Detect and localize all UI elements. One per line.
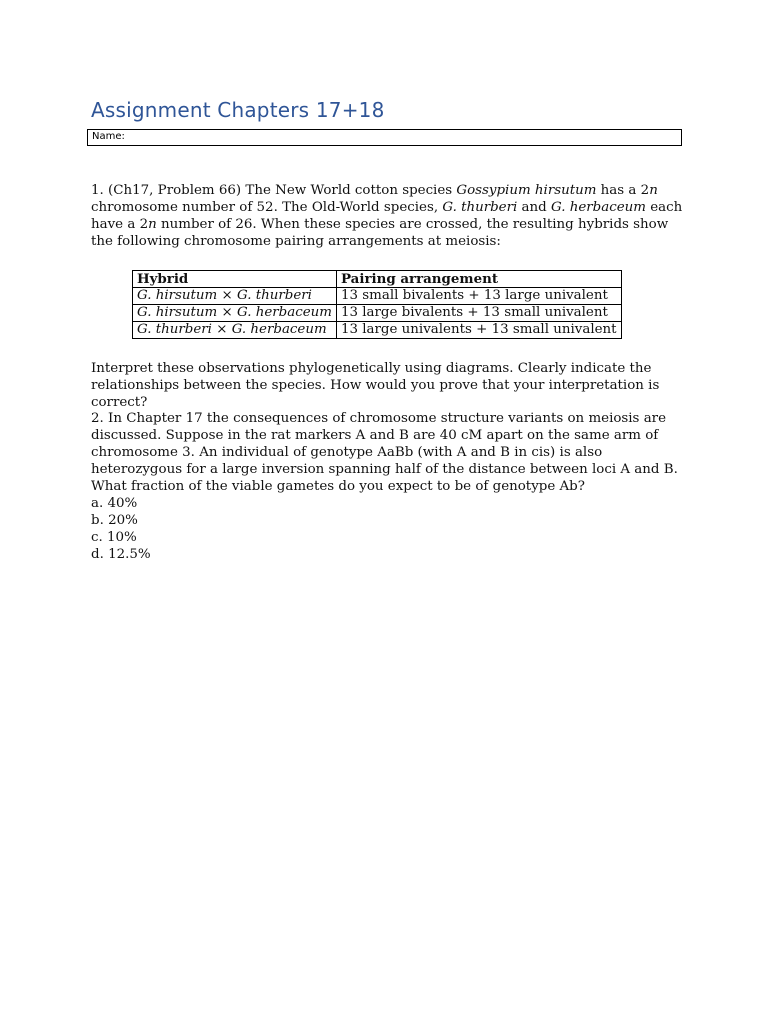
- species-name: G. thurberi: [236, 288, 312, 303]
- species-name: G. herbaceum: [551, 200, 646, 215]
- cross-symbol: ×: [211, 322, 232, 337]
- species-name: G. herbaceum: [231, 322, 327, 337]
- pairing-cell: 13 large bivalents + 13 small univalent: [336, 305, 621, 322]
- question-2: [91, 410, 691, 563]
- option-d: d. 12.5%: [91, 547, 151, 562]
- cross-symbol: ×: [217, 305, 237, 320]
- column-header-hybrid: Hybrid: [133, 271, 337, 288]
- question-1-part: 1. (Ch17, Problem 66) The New World cotton species: [91, 183, 457, 198]
- ploidy-n: n: [649, 183, 658, 198]
- question-1-part: has a 2: [596, 183, 650, 198]
- name-label: Name:: [92, 131, 125, 142]
- hybrid-cell: [133, 322, 337, 339]
- species-name: G. thurberi: [137, 322, 212, 337]
- interpretation-paragraph: [91, 360, 691, 411]
- option-a: a. 40%: [91, 496, 138, 511]
- name-field[interactable]: [87, 129, 682, 146]
- pairing-table: [132, 270, 622, 339]
- page-title: Assignment Chapters 17+18: [91, 98, 385, 122]
- cross-symbol: ×: [217, 288, 237, 303]
- hybrid-cell: [133, 288, 337, 305]
- hybrid-cell: [133, 305, 337, 322]
- species-name: G. hirsutum: [137, 305, 218, 320]
- pairing-cell: 13 large univalents + 13 small univalent: [336, 322, 621, 339]
- species-name: G. thurberi: [442, 200, 518, 215]
- interpretation-text: Interpret these observations phylogenetically using diagrams. Clearly indicate the relationships between the species. How would you prove that your interpretation is correct?: [91, 361, 660, 410]
- table-row: [133, 322, 622, 339]
- question-1-part: each have a 2: [91, 200, 683, 232]
- species-name: G. hirsutum: [137, 288, 218, 303]
- question-2-text: 2. In Chapter 17 the consequences of chromosome structure variants on meiosis are discussed. Suppose in the rat markers A and B are 40 cM apart on the same arm of chromosome 3. An individual of genotype AaBb (with A and B in cis) is also heterozygous for a large inversion spanning half of the distance between loci A and B. What fraction of the viable gametes do you expect to be of genotype Ab?: [91, 411, 678, 494]
- question-1-part: chromosome number of 52. The Old-World species,: [91, 200, 443, 215]
- question-1-part: number of 26. When these species are crossed, the resulting hybrids show the following chromosome pairing arrangements at meiosis:: [91, 217, 669, 249]
- option-b: b. 20%: [91, 513, 138, 528]
- ploidy-n: n: [148, 217, 157, 232]
- answer-options: [91, 495, 691, 563]
- option-c: c. 10%: [91, 530, 137, 545]
- question-1-part: and: [517, 200, 551, 215]
- question-1-text: [91, 182, 691, 250]
- table-row: [133, 305, 622, 322]
- table-header-row: [133, 271, 622, 288]
- column-header-pairing: Pairing arrangement: [336, 271, 621, 288]
- species-name: Gossypium hirsutum: [456, 183, 597, 198]
- species-name: G. herbaceum: [236, 305, 332, 320]
- pairing-cell: 13 small bivalents + 13 large univalent: [336, 288, 621, 305]
- table-row: [133, 288, 622, 305]
- question-1: [91, 182, 691, 250]
